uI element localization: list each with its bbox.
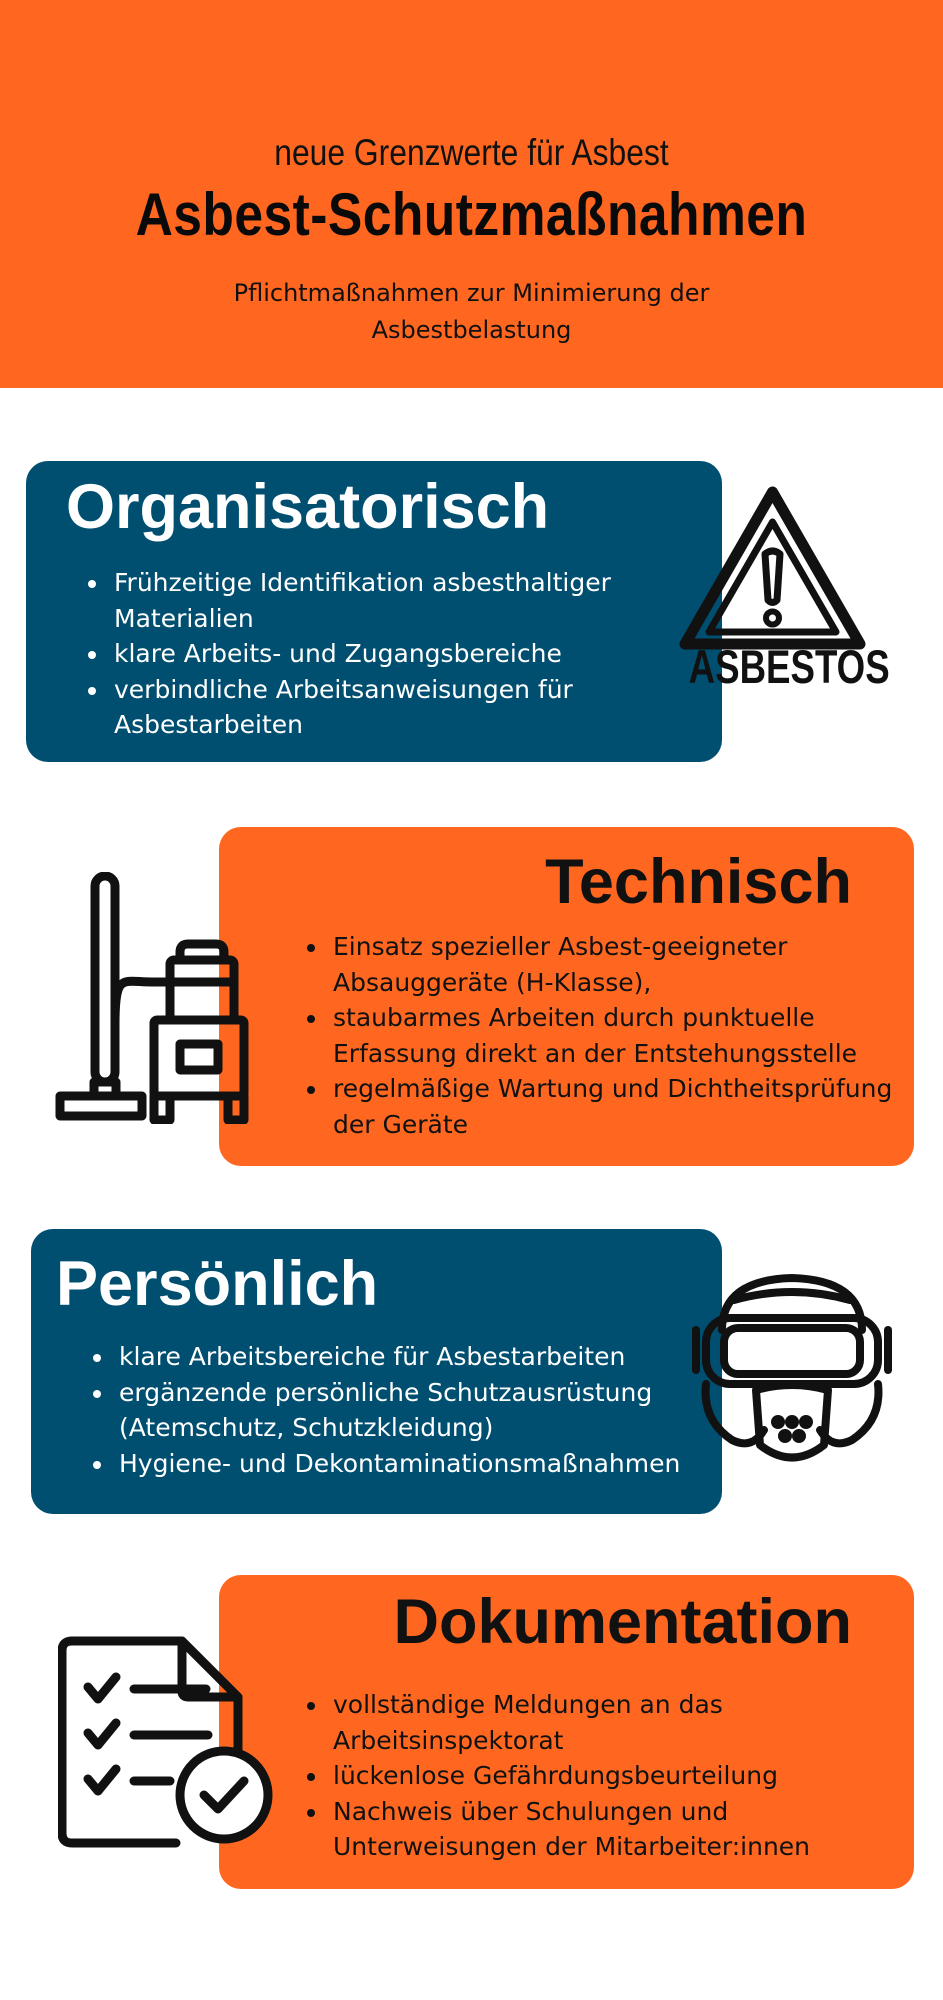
asbestos-warning-icon: [665, 482, 890, 694]
list-item: • Hygiene- und Dekontaminationsmaßnahmen: [115, 1446, 735, 1482]
list-item: • lückenlose Gefährdungsbeurteilung: [329, 1758, 929, 1794]
page-title: Asbest-Schutzmaßnahmen: [135, 181, 808, 248]
section-list: [295, 1687, 929, 1865]
section-persoenlich: [31, 1229, 722, 1514]
header-banner: [0, 0, 943, 388]
list-item: • regelmäßige Wartung und Dichtheitsprüfung der Geräte: [329, 1071, 919, 1142]
list-item: • klare Arbeits- und Zugangsbereiche: [110, 636, 690, 672]
section-title: Technisch: [545, 847, 852, 917]
section-list: [81, 1339, 735, 1481]
section-list: [295, 929, 919, 1142]
section-title: Persönlich: [56, 1249, 379, 1319]
gas-mask-icon: [692, 1270, 892, 1470]
page-subtitle: Pflichtmaßnahmen zur Minimierung der Asbestbelastung: [233, 279, 710, 344]
list-item: • Einsatz spezieller Asbest-geeigneter Absauggeräte (H-Klasse),: [329, 929, 919, 1000]
vacuum-cleaner-icon: [52, 872, 252, 1124]
checklist-document-icon: [58, 1627, 280, 1849]
list-item: • vollständige Meldungen an das Arbeitsinspektorat: [329, 1687, 929, 1758]
list-item: • Nachweis über Schulungen und Unterweisungen der Mitarbeiter:innen: [329, 1794, 929, 1865]
section-dokumentation: [219, 1575, 914, 1889]
list-item: • Frühzeitige Identifikation asbesthaltiger Materialien: [110, 565, 690, 636]
section-technisch: [219, 827, 914, 1166]
section-title: Organisatorisch: [66, 472, 550, 542]
section-title: Dokumentation: [393, 1587, 852, 1657]
list-item: • ergänzende persönliche Schutzausrüstung (Atemschutz, Schutzkleidung): [115, 1375, 735, 1446]
list-item: • verbindliche Arbeitsanweisungen für Asbestarbeiten: [110, 672, 690, 743]
section-list: [76, 565, 690, 743]
list-item: • klare Arbeitsbereiche für Asbestarbeiten: [115, 1339, 735, 1375]
list-item: • staubarmes Arbeiten durch punktuelle Erfassung direkt an der Entstehungsstelle: [329, 1000, 919, 1071]
header-kicker: neue Grenzwerte für Asbest: [274, 132, 669, 173]
asbestos-icon-label: ASBESTOS: [688, 640, 890, 693]
section-organisatorisch: [26, 461, 722, 762]
